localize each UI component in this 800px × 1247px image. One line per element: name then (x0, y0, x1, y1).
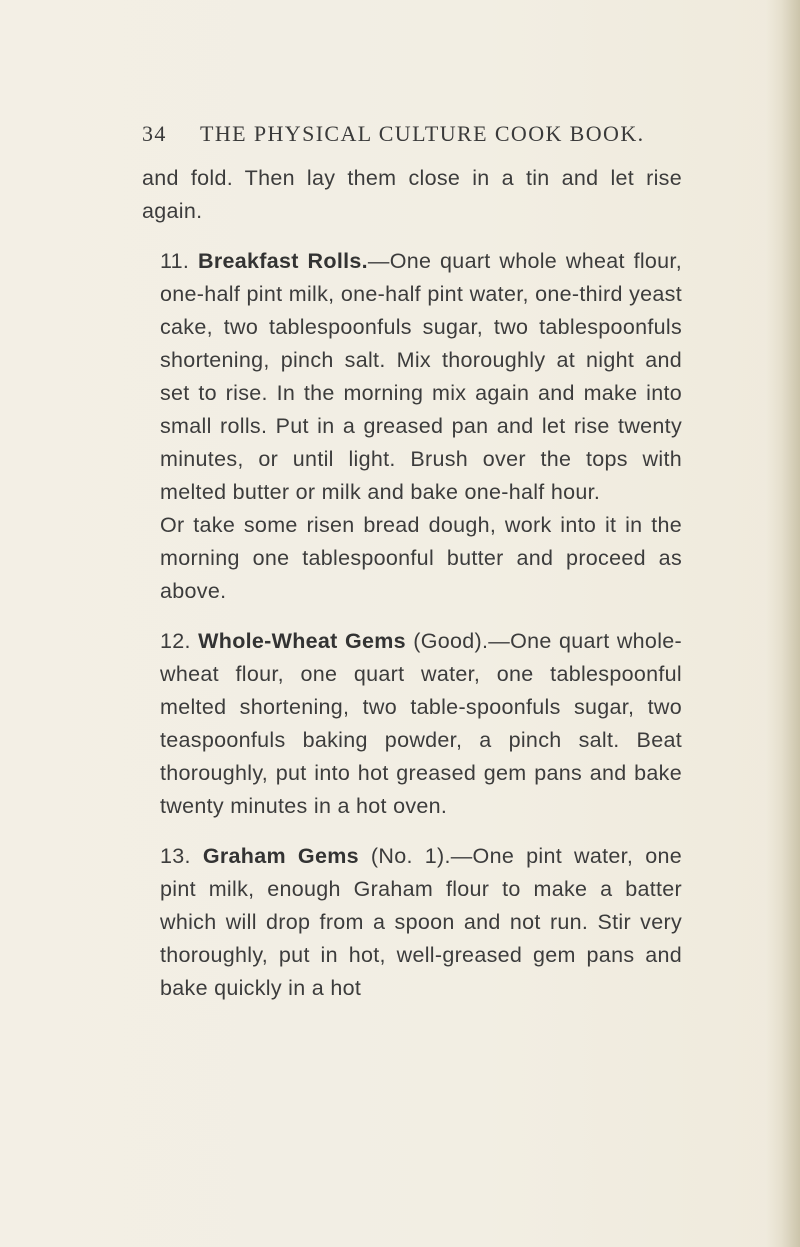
recipe-breakfast-rolls (160, 245, 682, 509)
recipe-graham-gems (160, 840, 682, 1005)
recipe-number: 11. (160, 249, 190, 273)
body-text (142, 162, 682, 1005)
recipe-title: Breakfast Rolls. (198, 249, 368, 273)
paragraph-variation (160, 509, 682, 608)
page-edge-shadow (766, 0, 800, 1247)
page-number: 34 (142, 121, 167, 146)
recipe-number: 13. (160, 844, 191, 868)
recipe-whole-wheat-gems (160, 625, 682, 823)
running-header (142, 121, 682, 147)
paragraph-text: and fold. Then lay them close in a tin and let rise again. (142, 166, 682, 223)
recipe-title: Graham Gems (202, 844, 359, 868)
recipe-text: (Good).—One quart whole-wheat flour, one quart water, one tablespoonful melted shortening, two table-spoonfuls sugar, two teaspoonfuls baking powder, a pinch salt. Beat thoroughly, put into hot greased gem pans and bake twenty minutes in a hot oven. (160, 629, 682, 818)
running-title: THE PHYSICAL CULTURE COOK BOOK. (200, 121, 645, 146)
paragraph-text: Or take some risen bread dough, work into it in the morning one tablespoonful butter and proceed as above. (160, 513, 682, 603)
recipe-title: Whole-Wheat Gems (198, 629, 406, 653)
recipe-text: (No. 1).—One pint water, one pint milk, enough Graham flour to make a batter which will drop from a spoon and not run. Stir very thoroughly, put in hot, well-greased gem pans and bake quickly in a hot (160, 844, 682, 1000)
paragraph-continuation (142, 162, 682, 228)
recipe-text: —One quart whole wheat flour, one-half pint milk, one-half pint water, one-third yeast cake, two tablespoonfuls sugar, two tablespoonfuls shortening, pinch salt. Mix thoroughly at night and set to rise. In the morning mix again and make into small rolls. Put in a greased pan and let rise twenty minutes, or until light. Brush over the tops with melted butter or milk and bake one-half hour. (160, 249, 682, 504)
recipe-number: 12. (160, 629, 191, 653)
